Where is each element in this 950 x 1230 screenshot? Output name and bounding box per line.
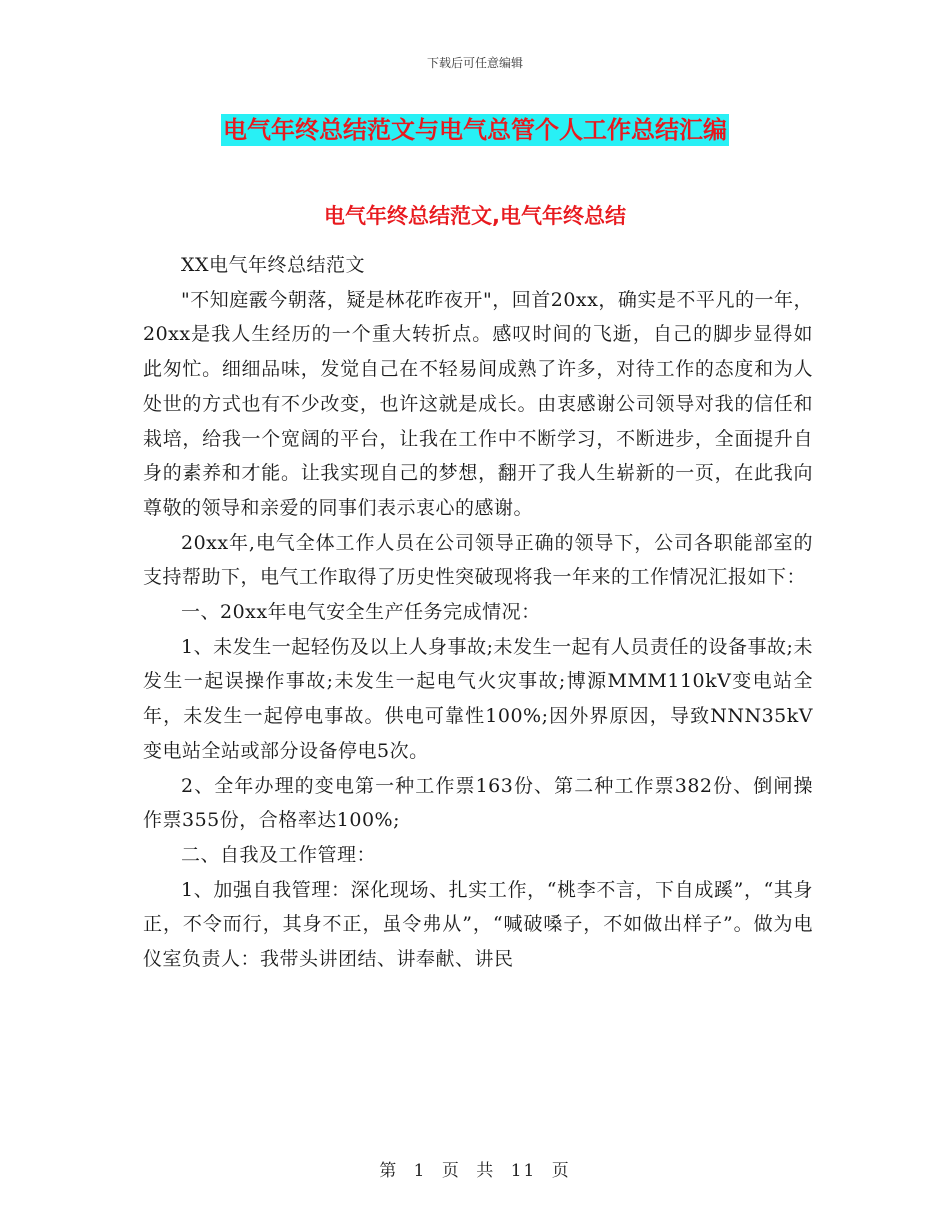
paragraph: 2、全年办理的变电第一种工作票163份、第二种工作票382份、倒闸操作票355份，合格率达100%; [143,774,813,832]
paragraph: 1、加强自我管理：深化现场、扎实工作，“桃李不言，下自成蹊”，“其身正，不令而行，其身不正，虽令弗从”，“喊破嗓子，不如做出样子”。做为电仪室负责人：我带头讲团结、讲奉献、讲民 [143,878,813,971]
paragraph: "不知庭霰今朝落，疑是林花昨夜开"，回首20xx，确实是不平凡的一年，20xx是我人生经历的一个重大转折点。感叹时间的飞逝，自己的脚步显得如此匆忙。细细品味，发觉自己在不轻易间成熟了许多，对待工作的态度和为人处世的方式也有不少改变，也许这就是成长。由衷感谢公司领导对我的信任和栽培，给我一个宽阔的平台，让我在工作中不断学习，不断进步，全面提升自身的素养和才能。让我实现自己的梦想，翻开了我人生崭新的一页，在此我向尊敬的领导和亲爱的同事们表示衷心的感谢。 [143,288,813,519]
main-title-wrap [0,114,950,146]
header-note: 下载后可任意编辑 [426,56,523,70]
footer-suffix: 页 [551,1161,571,1181]
paragraph: 一、20xx年电气安全生产任务完成情况： [181,601,541,624]
footer-total-label: 共 [476,1161,496,1181]
footer-page-label: 页 [441,1161,461,1181]
sub-title: 电气年终总结范文,电气年终总结 [324,204,626,228]
footer-total-pages: 11 [510,1161,537,1181]
paragraph: 20xx年,电气全体工作人员在公司领导正确的领导下，公司各职能部室的支持帮助下，电气工作取得了历史性突破现将我一年来的工作情况汇报如下： [143,531,813,589]
paragraph: 1、未发生一起轻伤及以上人身事故;未发生一起有人员责任的设备事故;未发生一起误操作事故;未发生一起电气火灾事故;博源MMM110kV变电站全年，未发生一起停电事故。供电可靠性100%;因外界原因，导致NNN35kV变电站全站或部分设备停电5次。 [143,635,813,762]
page-footer [0,1156,950,1181]
paragraph: 二、自我及工作管理： [181,843,377,866]
body-text [143,248,813,977]
main-title: 电气年终总结范文与电气总管个人工作总结汇编 [223,116,727,144]
paragraph: XX电气年终总结范文 [181,254,366,276]
footer-prefix: 第 [379,1161,399,1181]
footer-page-number: 1 [413,1161,427,1181]
